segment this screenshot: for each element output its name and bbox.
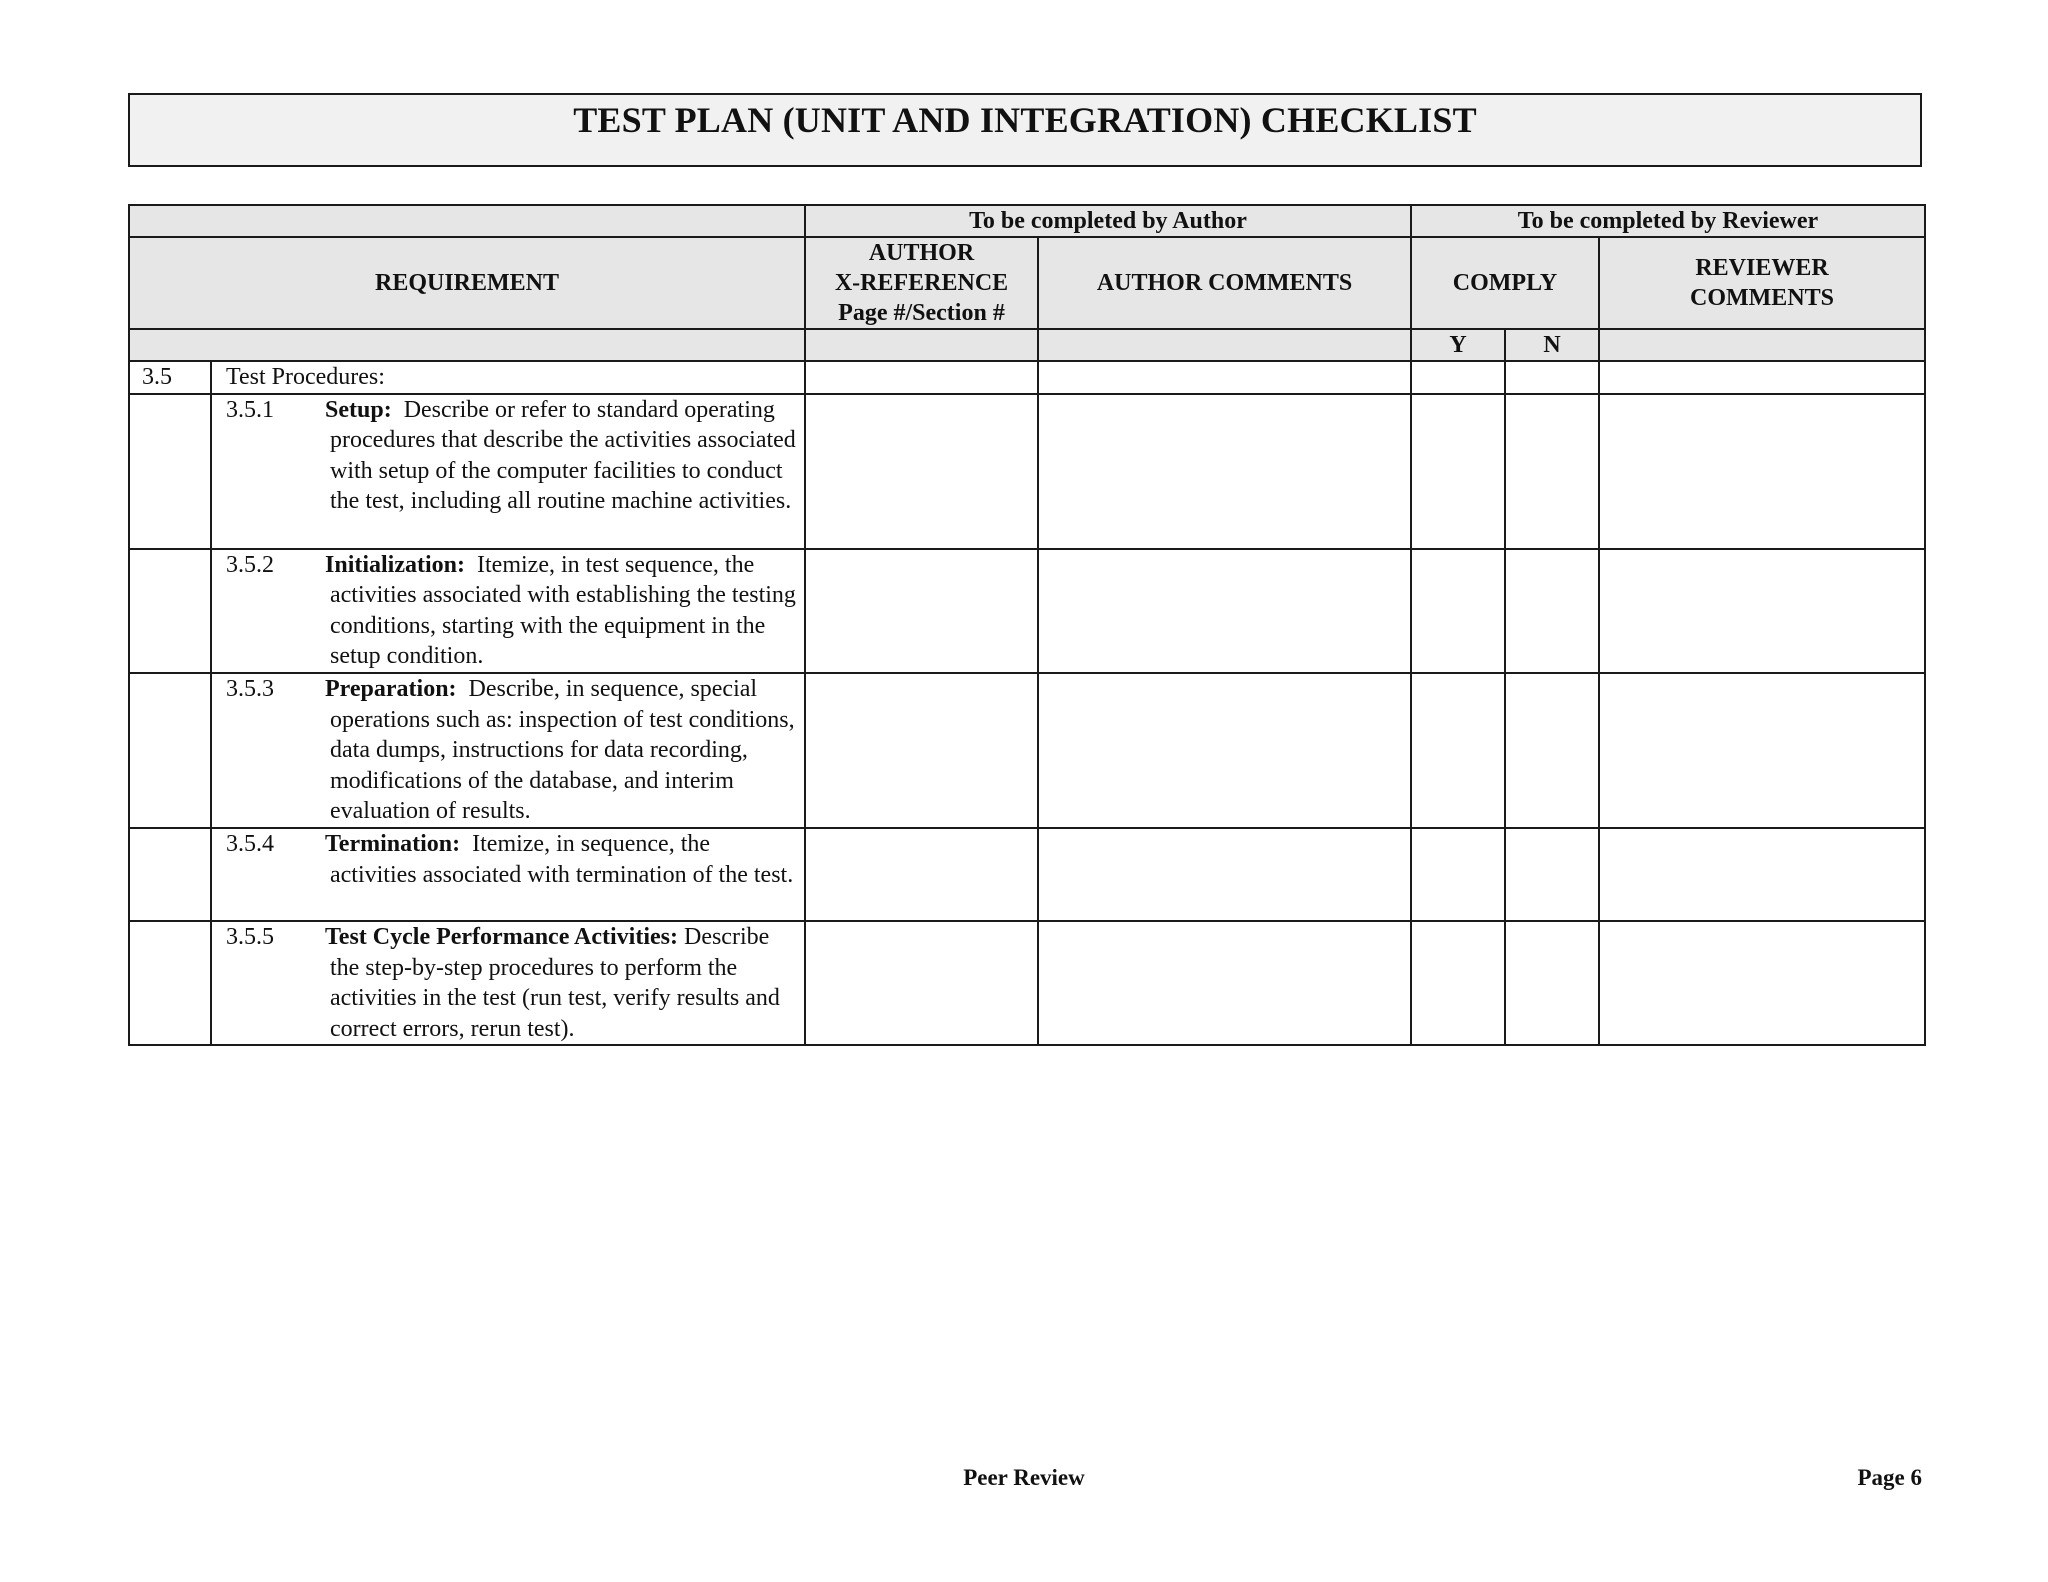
reviewer-comments-cell[interactable] xyxy=(1599,673,1925,828)
item-number: 3.5.3 xyxy=(226,675,274,702)
header-xref-line3: Page #/Section # xyxy=(838,300,1005,326)
group-header-blank xyxy=(129,205,805,237)
comply-no-cell[interactable] xyxy=(1505,673,1599,828)
requirement-indent xyxy=(129,828,211,921)
requirement-indent xyxy=(129,549,211,673)
item-heading: Setup: xyxy=(325,396,392,423)
requirement-row xyxy=(129,673,1925,828)
group-header-reviewer: To be completed by Reviewer xyxy=(1411,205,1925,237)
item-description: Describe, in sequence, special operations such as: inspection of test conditions, data dumps, instructions for data recording, modifications of the database, and interim evaluation of results. xyxy=(330,675,795,825)
item-description: Describe the step-by-step procedures to perform the activities in the test (run test, verify results and correct errors, rerun test). xyxy=(330,923,780,1042)
comply-yes-cell[interactable] xyxy=(1411,549,1505,673)
comply-no-cell[interactable] xyxy=(1505,394,1599,549)
header-xref-line2: X-REFERENCE xyxy=(834,270,1009,296)
xref-cell[interactable] xyxy=(805,361,1038,394)
comply-no-cell[interactable] xyxy=(1505,921,1599,1045)
page-number: Page 6 xyxy=(1857,1465,1922,1490)
header-reviewer-line1: REVIEWER xyxy=(1695,255,1829,281)
header-comply-no: N xyxy=(1505,329,1599,361)
header-author-xref xyxy=(805,237,1038,329)
item-heading: Initialization: xyxy=(325,551,466,578)
author-comments-cell[interactable] xyxy=(1038,361,1411,394)
requirement-item xyxy=(211,394,805,549)
page-title: TEST PLAN (UNIT AND INTEGRATION) CHECKLIST xyxy=(573,100,1477,140)
group-header-row xyxy=(129,205,1925,237)
section-number: 3.5 xyxy=(129,361,211,394)
item-number: 3.5.1 xyxy=(226,396,274,423)
section-title: Test Procedures: xyxy=(211,361,805,394)
author-comments-cell[interactable] xyxy=(1038,394,1411,549)
header-requirement: REQUIREMENT xyxy=(129,237,805,329)
comply-yes-cell[interactable] xyxy=(1411,394,1505,549)
header-comply-yes: Y xyxy=(1411,329,1505,361)
header-xref-line1: AUTHOR xyxy=(868,240,975,266)
section-row xyxy=(129,361,1925,394)
requirement-indent xyxy=(129,394,211,549)
comply-yes-cell[interactable] xyxy=(1411,361,1505,394)
yn-row-blank-reviewer xyxy=(1599,329,1925,361)
author-comments-cell[interactable] xyxy=(1038,549,1411,673)
checklist-table xyxy=(128,204,1926,1046)
item-heading: Preparation: xyxy=(325,675,457,702)
reviewer-comments-cell[interactable] xyxy=(1599,361,1925,394)
item-number: 3.5.4 xyxy=(226,830,274,857)
author-comments-cell[interactable] xyxy=(1038,673,1411,828)
comply-yes-cell[interactable] xyxy=(1411,673,1505,828)
requirement-item xyxy=(211,673,805,828)
item-description: Describe or refer to standard operating procedures that describe the activities associated with setup of the computer facilities to conduct the test, including all routine machine activities. xyxy=(330,396,796,515)
comply-no-cell[interactable] xyxy=(1505,361,1599,394)
yn-row-blank-author-comments xyxy=(1038,329,1411,361)
requirement-row xyxy=(129,921,1925,1045)
comply-no-cell[interactable] xyxy=(1505,828,1599,921)
author-comments-cell[interactable] xyxy=(1038,921,1411,1045)
author-comments-cell[interactable] xyxy=(1038,828,1411,921)
requirement-item xyxy=(211,549,805,673)
item-description: Itemize, in sequence, the activities associated with termination of the test. xyxy=(330,830,794,888)
requirement-item xyxy=(211,828,805,921)
header-author-comments: AUTHOR COMMENTS xyxy=(1038,237,1411,329)
comply-yes-cell[interactable] xyxy=(1411,828,1505,921)
requirement-row xyxy=(129,549,1925,673)
column-header-row xyxy=(129,237,1925,329)
requirement-indent xyxy=(129,921,211,1045)
header-reviewer-line2: COMMENTS xyxy=(1690,285,1834,311)
item-number: 3.5.2 xyxy=(226,551,274,578)
group-header-author: To be completed by Author xyxy=(805,205,1411,237)
header-reviewer-comments xyxy=(1599,237,1925,329)
reviewer-comments-cell[interactable] xyxy=(1599,394,1925,549)
requirement-row xyxy=(129,828,1925,921)
comply-yn-row xyxy=(129,329,1925,361)
footer-label: Peer Review xyxy=(963,1465,1085,1490)
item-heading: Termination: xyxy=(325,830,461,857)
item-description: Itemize, in test sequence, the activities associated with establishing the testing conditions, starting with the equipment in the setup condition. xyxy=(330,551,796,670)
yn-row-blank-xref xyxy=(805,329,1038,361)
comply-yes-cell[interactable] xyxy=(1411,921,1505,1045)
requirement-row xyxy=(129,394,1925,549)
reviewer-comments-cell[interactable] xyxy=(1599,828,1925,921)
xref-cell[interactable] xyxy=(805,549,1038,673)
requirement-item xyxy=(211,921,805,1045)
item-number: 3.5.5 xyxy=(226,923,274,950)
title-box xyxy=(128,93,1922,167)
xref-cell[interactable] xyxy=(805,394,1038,549)
reviewer-comments-cell[interactable] xyxy=(1599,921,1925,1045)
header-comply: COMPLY xyxy=(1411,237,1599,329)
reviewer-comments-cell[interactable] xyxy=(1599,549,1925,673)
xref-cell[interactable] xyxy=(805,673,1038,828)
item-heading: Test Cycle Performance Activities: xyxy=(325,923,678,950)
comply-no-cell[interactable] xyxy=(1505,549,1599,673)
xref-cell[interactable] xyxy=(805,828,1038,921)
yn-row-blank-requirement xyxy=(129,329,805,361)
xref-cell[interactable] xyxy=(805,921,1038,1045)
requirement-indent xyxy=(129,673,211,828)
